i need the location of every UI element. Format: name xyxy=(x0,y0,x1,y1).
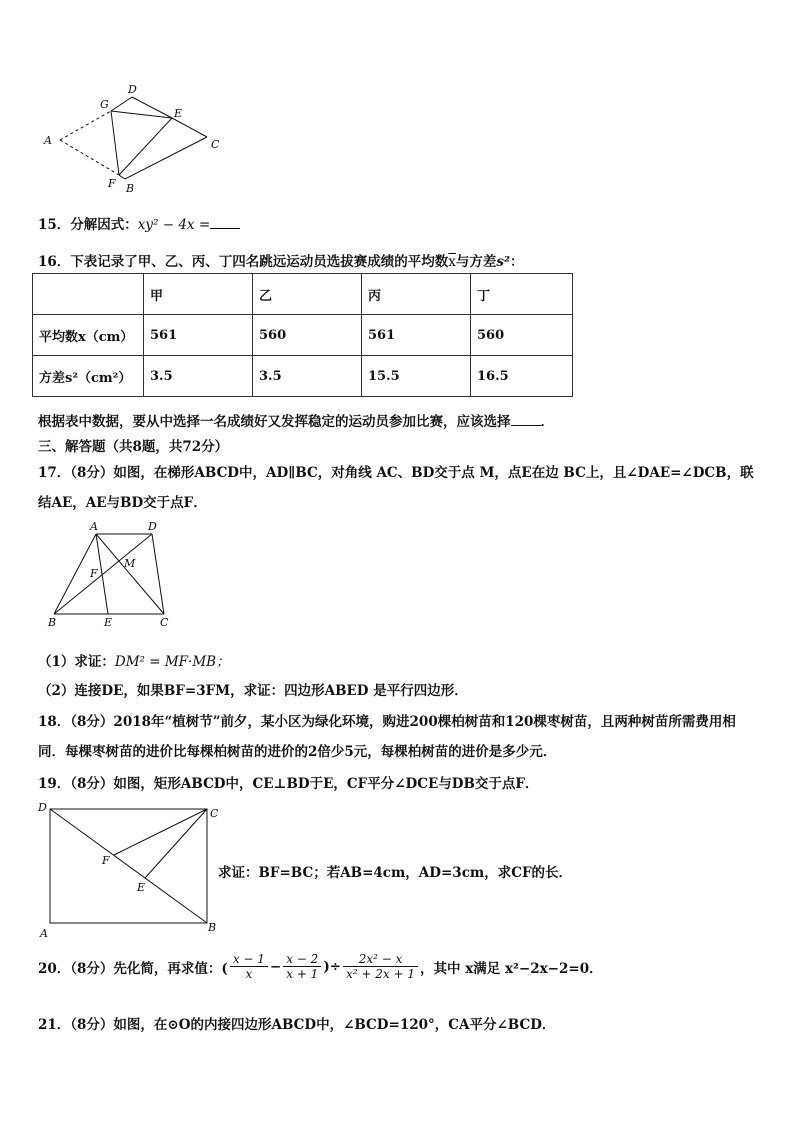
q19-proof-statement: 求证：BF=BC；若AB=4cm，AD=3cm，求CF的长． xyxy=(218,865,573,881)
figure-q17 xyxy=(40,520,180,630)
label-D: D xyxy=(148,520,157,533)
line-DB xyxy=(50,809,207,923)
table-cell: 3.5 xyxy=(253,356,362,397)
table-header-cell: 乙 xyxy=(253,274,362,315)
question-17-line1: 17．（8分）如图，在梯形ABCD中，AD∥BC，对角线 AC、BD交于点 M，点E在边 BC上，且∠DAE=∠DCB，联 xyxy=(38,465,754,481)
q20-f1-denominator: x xyxy=(245,967,253,981)
question-18-line1: 18．（8分）2018年“植树节”前夕，某小区为绿化环境，购进200棵柏树苗和120棵枣树苗，且两种树苗所需费用相 xyxy=(38,714,736,730)
q20-f2-denominator: x + 1 xyxy=(286,967,319,981)
label-D: D xyxy=(38,801,47,814)
label-F: F xyxy=(108,177,116,190)
q16-followup-text: 根据表中数据，要从中选择一名成绩好又发挥稳定的运动员参加比赛，应该选择 xyxy=(38,414,511,430)
q17-subquestion-2: （2）连接DE，如果BF=3FM，求证：四边形ABED 是平行四边形． xyxy=(38,683,468,699)
table-cell: 15.5 xyxy=(362,356,471,397)
q20-f3-numerator: 2x² − x xyxy=(343,952,418,967)
table-cell: 16.5 xyxy=(471,356,573,397)
table-header-row xyxy=(33,274,573,315)
label-C: C xyxy=(211,138,220,151)
q16-followup xyxy=(38,410,554,430)
question-19: 19．（8分）如图，矩形ABCD中，CE⊥BD于E，CF平分∠DCE与DB交于点F． xyxy=(38,776,539,792)
label-F: F xyxy=(102,854,110,867)
label-A: A xyxy=(40,927,48,939)
q20-fraction-3 xyxy=(343,952,418,981)
line-CB xyxy=(125,137,207,179)
line-BD xyxy=(54,534,152,614)
q17-subquestion-1 xyxy=(38,650,230,670)
label-M: M xyxy=(124,557,136,570)
line-EC xyxy=(172,118,207,137)
question-20 xyxy=(38,952,603,981)
label-B: B xyxy=(208,921,217,934)
q16-text-a: 16．下表记录了甲、乙、丙、丁四名跳远运动员选拔赛成绩的平均数 xyxy=(38,254,449,270)
label-C: C xyxy=(160,616,169,629)
q17-sub1-expression: DM² = MF·MB； xyxy=(114,654,230,670)
q15-expression: xy² − 4x = xyxy=(137,217,211,233)
table-row xyxy=(33,315,573,356)
question-15 xyxy=(38,213,240,233)
line-GF xyxy=(111,111,119,175)
label-G: G xyxy=(100,98,109,111)
q20-minus: − xyxy=(269,958,282,975)
table-cell: 3.5 xyxy=(144,356,253,397)
line-FB xyxy=(119,175,125,179)
table-cell: 561 xyxy=(144,315,253,356)
question-18-line2: 同．每棵枣树苗的进价比每棵柏树苗的进价的2倍少5元，每棵柏树苗的进价是多少元． xyxy=(38,744,557,760)
q20-f2-numerator: x − 2 xyxy=(283,952,321,967)
label-E: E xyxy=(137,881,146,894)
line-EF xyxy=(119,118,172,175)
table-cell: 560 xyxy=(471,315,573,356)
line-GE xyxy=(111,111,172,118)
label-F: F xyxy=(90,567,98,580)
label-B: B xyxy=(126,182,135,195)
label-A: A xyxy=(90,520,98,533)
q20-div: )÷ xyxy=(323,958,342,975)
question-17-line2: 结AE，AE与BD交于点F． xyxy=(38,495,207,511)
table-header-cell: 丙 xyxy=(362,274,471,315)
row-label-variance: 方差s²（cm²） xyxy=(33,356,144,397)
label-A: A xyxy=(44,134,52,147)
label-E: E xyxy=(104,616,113,629)
table-cell: 561 xyxy=(362,315,471,356)
line-GD xyxy=(111,97,132,111)
row-label-mean: 平均数x（cm） xyxy=(33,315,144,356)
label-E: E xyxy=(174,107,183,120)
line-AF xyxy=(60,140,119,175)
label-D: D xyxy=(128,83,137,96)
question-21: 21．（8分）如图，在⊙O的内接四边形ABCD中，∠BCD=120°，CA平分∠BCD． xyxy=(38,1017,556,1033)
q16-text-b: 与方差 xyxy=(455,254,497,270)
q17-sub1-prefix: （1）求证： xyxy=(38,654,115,670)
figure-q14 xyxy=(36,80,236,195)
table-header-cell xyxy=(33,274,144,315)
q16-answer-blank[interactable] xyxy=(511,413,541,426)
table-row xyxy=(33,356,573,397)
table-header-cell: 甲 xyxy=(144,274,253,315)
line-CF xyxy=(114,809,207,855)
line-CE xyxy=(145,809,207,878)
q20-fraction-2 xyxy=(283,952,321,981)
question-16 xyxy=(38,250,523,270)
q20-prefix: 20．（8分）先化简，再求值：( xyxy=(38,960,228,977)
q16-xbar: $\overline{x}$ xyxy=(448,254,456,270)
q20-fraction-1 xyxy=(230,952,268,981)
q20-f3-denominator: x² + 2x + 1 xyxy=(346,967,416,981)
line-DE xyxy=(132,97,172,118)
table-cell: 560 xyxy=(253,315,362,356)
q15-answer-blank[interactable] xyxy=(210,216,240,229)
q20-suffix: ，其中 x满足 x²−2x−2=0． xyxy=(420,960,603,977)
figure-q19 xyxy=(32,797,222,939)
line-AG xyxy=(60,111,111,140)
label-C: C xyxy=(210,807,219,820)
q16-followup-end: ． xyxy=(540,414,554,430)
q16-s2: s² xyxy=(496,254,510,270)
label-B: B xyxy=(48,616,57,629)
table-header-cell: 丁 xyxy=(471,274,573,315)
q16-colon: ： xyxy=(509,254,524,270)
q16-data-table xyxy=(32,273,573,397)
section-heading: 三、解答题（共8题，共72分） xyxy=(38,439,229,455)
q20-f1-numerator: x − 1 xyxy=(230,952,268,967)
q15-text: 15．分解因式： xyxy=(38,217,138,233)
